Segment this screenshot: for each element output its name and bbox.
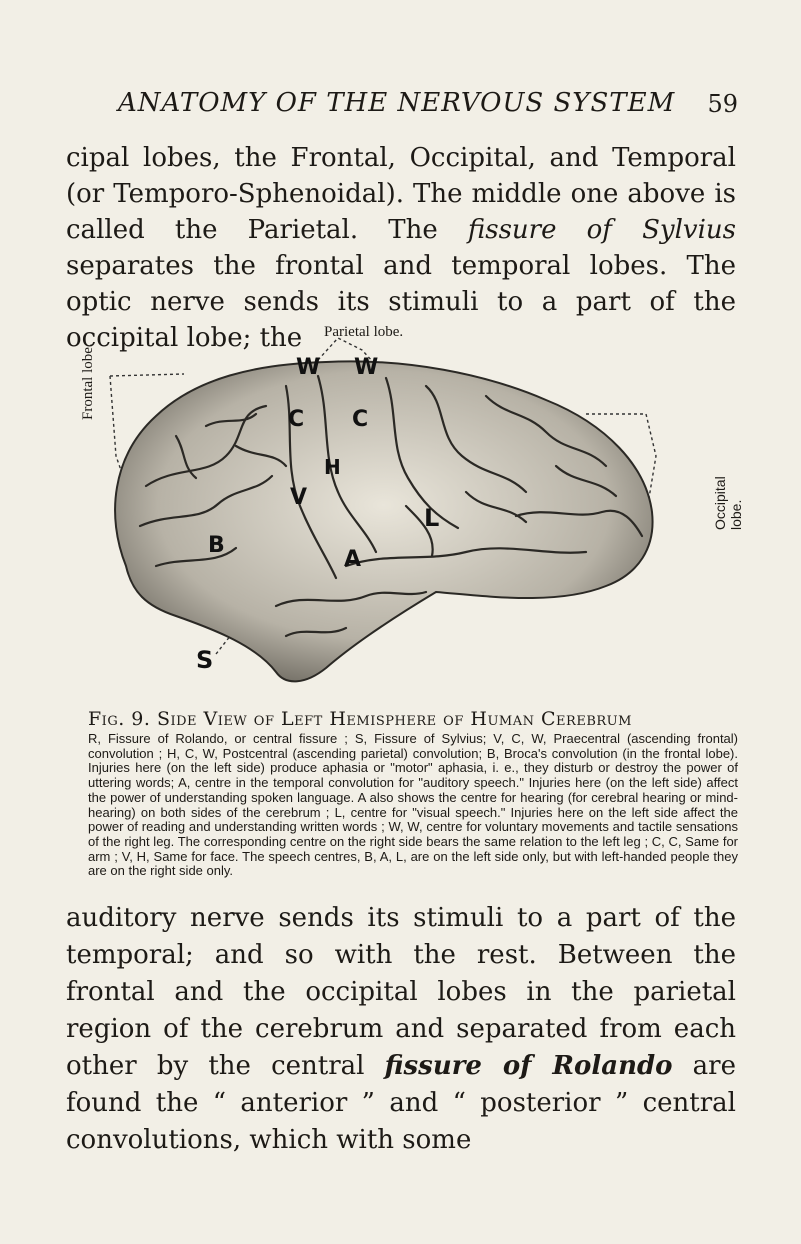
label-parietal-lobe: Parietal lobe. [324,324,404,340]
paragraph-top-italic: fissure of Sylvius [467,215,736,245]
letter-c-left: C [288,407,305,432]
running-head [118,88,738,122]
letter-l: L [424,504,440,532]
brain-figure [80,316,744,692]
paragraph-bottom-italic: fissure of Rolando [384,1051,673,1081]
letter-w-right: W [354,355,379,380]
letter-s: S [196,646,214,674]
paragraph-bottom-part2: are found the “ anterior ” and “ posterior ” central convolutions, which with some [66,1051,736,1155]
letter-a: A [344,547,362,572]
letter-c-right: C [352,407,369,432]
paragraph-bottom-part1: auditory nerve sends its stimuli to a part of the temporal; and so with the rest. Between the frontal and the occipital lobes in the parietal region of the cerebrum and separated from each other by the central [66,903,736,1081]
brain-illustration [86,316,736,692]
running-head-title: ANATOMY OF THE NERVOUS SYSTEM [118,88,676,118]
figure-caption-title: Fig. 9. Side View of Left Hemisphere of Human Cerebrum [88,708,632,730]
cerebrum-outline [115,361,652,681]
paragraph-top-part1: cipal lobes, the Frontal, Occipital, and Temporal (or Temporo-Sphenoidal). The middle one above is called the Parietal. The [66,143,736,245]
letter-h: H [324,455,341,479]
page-number: 59 [707,90,738,118]
label-frontal-lobe: Frontal lobe. [80,343,96,420]
letter-b: B [208,533,225,558]
letter-v: V [290,485,308,510]
label-occipital-lobe: Occipital lobe. [712,476,744,530]
paragraph-bottom [66,900,736,1159]
letter-w-left: W [296,355,321,380]
paragraph-top-part2: separates the frontal and temporal lobes. The optic nerve sends its stimuli to a part of the occipital lobe; the [66,251,736,353]
figure-caption-body: R, Fissure of Rolando, or central fissure ; S, Fissure of Sylvius; V, C, W, Praecentral (ascending frontal) convolution ; H, C, W, Postcentral (ascending parietal) convolution; B, Broca's convolution (in the frontal lobe). Injuries here (on the left side) produce aphasia or "motor" aphasia, i. e., they disturb or destroy the power of uttering words; A, centre in the temporal convolution for "auditory speech." Injuries here (on the left side) affect the power of understanding spoken language. A also shows the centre for hearing (for cerebral hearing or mind-hearing) on both sides of the cerebrum ; L, centre for "visual speech." Injuries here on the left side affect the power of reading and understanding written words ; W, W, centre for voluntary movements and tactile sensations of the right leg. The corresponding centre on the right side bears the same relation to the left leg ; C, C, Same for arm ; V, H, Same for face. The speech centres, B, A, L, are on the left side only, but with left-handed people they are on the right side only. [88,731,738,879]
